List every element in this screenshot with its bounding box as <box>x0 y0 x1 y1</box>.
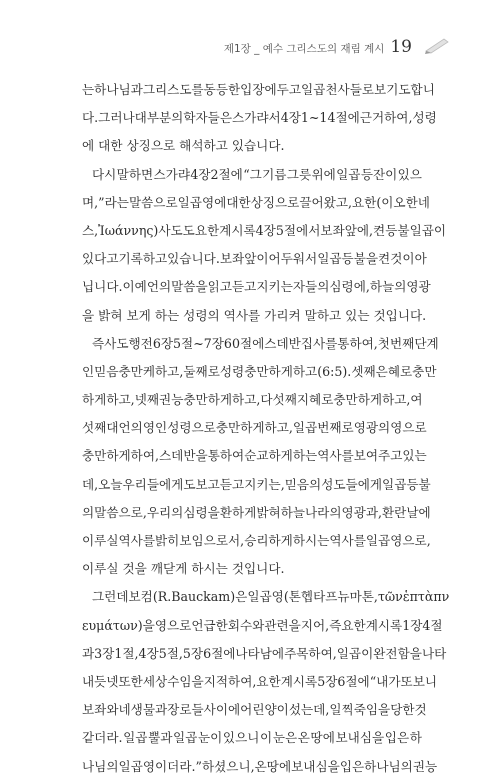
word: 일곱 <box>301 82 326 97</box>
word: 첫 <box>377 335 390 351</box>
word: 역사를 <box>317 448 354 464</box>
word: 믿음 <box>94 363 119 379</box>
word: 그리스도를 <box>142 82 204 97</box>
word: 번째로 <box>317 420 354 436</box>
word: 번째 <box>389 335 415 351</box>
text-line <box>82 330 439 358</box>
word: 충만하게 <box>183 392 233 408</box>
text-line <box>82 104 437 132</box>
word: πν <box>433 589 450 605</box>
text-line <box>82 217 447 245</box>
word: 기록하고 <box>118 251 168 267</box>
word: 켠 <box>378 251 391 267</box>
word: 하시는 <box>292 533 330 548</box>
word: 는 <box>82 82 95 97</box>
word: 6장5절~7장60절에 <box>152 335 265 351</box>
word: 지키는 <box>256 279 293 295</box>
word: 하고, <box>382 392 411 408</box>
word: 보여주고 <box>353 448 403 464</box>
pen-icon <box>424 36 450 54</box>
word: 이 <box>122 279 135 295</box>
word: 말씀을 <box>171 279 208 295</box>
word: 하고, <box>232 392 261 408</box>
word: 스가랴서 <box>232 110 281 126</box>
word: 아 <box>414 251 427 267</box>
word: 사이에 <box>203 702 241 718</box>
word: 성령으로 <box>167 420 216 436</box>
word: 보기도합니 <box>374 82 435 97</box>
word: 요한계시록 <box>341 617 403 633</box>
word: 일찍 <box>329 702 354 718</box>
word: 스데반을 <box>159 448 208 464</box>
word: 앞이 <box>244 251 269 267</box>
word: 충만하게 <box>333 392 383 408</box>
word: 일곱 <box>382 476 407 492</box>
word: 하늘의 <box>369 279 407 295</box>
word: 다섯째 <box>260 392 297 408</box>
word: 충만하게 <box>82 448 131 464</box>
word: 믿음의 <box>284 476 322 492</box>
word: 대언의 <box>106 420 143 436</box>
word: 어두워서 <box>268 251 318 267</box>
word: 듣고 <box>232 279 257 295</box>
word: 땅에 <box>266 758 292 774</box>
text-line <box>82 76 435 104</box>
word: 있으 <box>397 166 422 182</box>
word: 영이더라.” <box>142 758 202 774</box>
word: 인 <box>82 363 95 379</box>
page-header <box>224 36 450 56</box>
word: 하여, <box>130 448 160 464</box>
word: 하고, <box>106 392 135 408</box>
text-line <box>82 583 450 611</box>
word: 권능 <box>412 758 438 774</box>
word: 온 <box>297 730 310 746</box>
word: 같더라. <box>82 730 123 746</box>
word: 역사를 <box>118 533 155 548</box>
text-line <box>82 724 422 752</box>
word: 나타남에 <box>235 645 285 661</box>
word: 것이 <box>390 251 415 267</box>
word: 기름 <box>262 166 287 182</box>
word: 3장1절, <box>94 645 139 661</box>
page-number: 19 <box>390 37 412 57</box>
text-line <box>82 245 427 273</box>
word: 다. <box>82 110 99 126</box>
word: 지어, <box>300 617 330 633</box>
word: 4장5절에서 <box>255 222 321 238</box>
word: “내가 <box>369 673 401 689</box>
word: 하늘나라의 <box>280 504 342 520</box>
word: 섯째 <box>82 420 107 436</box>
word: 동등한 <box>203 82 241 97</box>
word: 보내심을 <box>291 758 340 774</box>
word: Bauckam)은 <box>171 589 248 605</box>
word: 스데반 <box>264 335 301 351</box>
word: 등잔이 <box>360 166 398 182</box>
word: 성령 <box>219 363 245 379</box>
word: 또한 <box>118 673 143 689</box>
word: 환란 <box>382 504 407 520</box>
word: 말씀으로, <box>94 504 147 520</box>
word: 통하여 <box>207 448 245 464</box>
word: 충만하게 <box>244 363 293 379</box>
word: 충만 <box>412 363 437 379</box>
word: 권능 <box>159 392 184 408</box>
word: 관련을 <box>264 617 301 633</box>
word: 하고, <box>155 363 184 379</box>
word: 대부분의 <box>134 110 184 126</box>
word: 하 <box>409 730 422 746</box>
word: 승리하게 <box>244 533 293 548</box>
word: 사도도 <box>158 222 195 238</box>
word: 우리들에게도 <box>122 476 196 492</box>
word: “그 <box>243 166 262 182</box>
word: 보좌 <box>320 222 345 238</box>
word: 충만하게 <box>215 420 265 436</box>
text-line <box>82 189 430 217</box>
text-line <box>82 499 431 527</box>
word: 근거하여, <box>359 110 413 126</box>
word: 4장1~14절에 <box>280 110 360 126</box>
word: 완전함을 <box>373 645 422 661</box>
word: 보좌와 <box>82 702 119 718</box>
text-line <box>82 612 443 640</box>
text-line: 에 대한 상징으로 해석하고 있습니다. <box>82 138 285 154</box>
word: 헵타 <box>300 589 326 605</box>
word: 은혜로 <box>375 363 413 379</box>
word: 요한계시록 <box>194 222 256 238</box>
word: 죽임을 <box>353 702 391 718</box>
word: 하는 <box>292 448 318 464</box>
word: 지키는, <box>244 476 285 492</box>
word: 일곱 <box>123 730 148 746</box>
word: 프뉴마톤, <box>325 589 378 605</box>
running-head: 제1장 _ 예수 그리스도의 재림 계시 <box>223 43 385 55</box>
word: 켠 <box>373 222 386 238</box>
word: 있으니 <box>222 730 260 746</box>
word: 위에 <box>311 166 336 182</box>
text-line <box>82 358 437 386</box>
word: 요한계시록 <box>256 673 318 689</box>
word: 주목하여, <box>284 645 337 661</box>
word: 일곱 <box>118 758 143 774</box>
word: 또 <box>400 673 413 689</box>
word: 당한 <box>390 702 415 718</box>
word: 일곱 <box>177 194 202 210</box>
word: 사도행전 <box>104 335 153 351</box>
word: 있습니다. <box>167 251 220 267</box>
text-line <box>82 668 438 696</box>
word: 온 <box>254 758 267 774</box>
word: 넷째 <box>134 392 160 408</box>
word: 상징으로 <box>250 194 300 210</box>
word: 것 <box>414 702 427 718</box>
word: 즉 <box>92 335 105 351</box>
word: 앞에, <box>344 222 374 238</box>
word: 등불을 <box>341 251 379 267</box>
word: 그러나 <box>98 110 135 126</box>
word: 심령에, <box>329 279 370 295</box>
word: 날에 <box>406 504 431 520</box>
body-text <box>82 76 450 781</box>
word: 수임을 <box>167 673 204 689</box>
word: 일곱 <box>173 730 198 746</box>
word: 영에 <box>201 194 227 210</box>
word: 대한 <box>226 194 251 210</box>
word: 넷 <box>106 673 119 689</box>
word: 의 <box>82 504 95 520</box>
word: 4장5절, <box>138 645 183 661</box>
word: 언급한 <box>191 617 228 633</box>
word: 우리의 <box>146 504 184 520</box>
word: 어린양이 <box>240 702 289 718</box>
text-line <box>82 414 427 442</box>
word: 심령을 <box>183 504 220 520</box>
word: 며,”라는 <box>82 194 129 210</box>
word: 영광의 <box>353 420 391 436</box>
text-line <box>82 753 438 781</box>
word: 일곱 <box>336 166 361 182</box>
word: 다시 <box>92 166 117 182</box>
word: 끌어 <box>299 194 324 210</box>
word: 하게 <box>82 392 107 408</box>
word: ἑπτὰ <box>402 589 434 605</box>
word: 예언의 <box>134 279 172 295</box>
word: 네 <box>118 702 131 718</box>
text-line: 이루실 것을 깨닫게 하시는 것입니다. <box>82 561 285 577</box>
word: 단계 <box>414 335 439 351</box>
word: 보내심을 <box>335 730 385 746</box>
text-line: 을 밝혀 보게 하는 성령의 역사를 가리켜 말하고 있는 것입니다. <box>82 307 427 323</box>
word: 일곱 <box>365 533 391 548</box>
word: 영(톤 <box>271 589 301 605</box>
word: 나타 <box>421 645 447 661</box>
word: 내듯 <box>82 673 107 689</box>
text-line <box>82 161 422 189</box>
word: 하고(6:5). <box>292 363 352 379</box>
word: 하나님의 <box>364 758 413 774</box>
text-line <box>82 442 427 470</box>
word: 땅에 <box>310 730 335 746</box>
word: 자들의 <box>292 279 330 295</box>
word: 있다고 <box>82 251 119 267</box>
word: 밝히 <box>155 533 180 548</box>
word: 요한(이오한네 <box>352 194 430 210</box>
word: τῶν <box>377 589 403 605</box>
word: 하셨으니, <box>201 758 255 774</box>
text-line <box>82 471 431 499</box>
word: 눈은 <box>272 730 298 746</box>
word: 보고 <box>195 476 220 492</box>
word: 셋째 <box>351 363 376 379</box>
word: 나님의 <box>82 758 119 774</box>
word: 영광 <box>406 279 431 295</box>
word: 영인 <box>142 420 168 436</box>
word: 학자들은 <box>183 110 233 126</box>
word: 천사들로 <box>325 82 375 97</box>
word: 그릇 <box>286 166 312 182</box>
word: 통하여, <box>337 335 378 351</box>
word: 스가랴 <box>153 166 190 182</box>
word: 둘째로 <box>183 363 220 379</box>
word: 지적하여, <box>203 673 257 689</box>
word: 눈이 <box>197 730 223 746</box>
word: 생물과 <box>130 702 168 718</box>
word: 영광과, <box>341 504 383 520</box>
word: 입은 <box>384 730 410 746</box>
word: 듣고 <box>219 476 245 492</box>
word: 이루실 <box>82 533 119 548</box>
word: 성령 <box>412 110 437 126</box>
word: 영으로 <box>154 617 192 633</box>
word: 장로들 <box>167 702 204 718</box>
word: 세상 <box>142 673 168 689</box>
word: 데, <box>82 476 99 492</box>
word: 역사를 <box>329 533 366 548</box>
word: 순교하게 <box>244 448 293 464</box>
word: 왔고, <box>323 194 353 210</box>
word: 회수와 <box>227 617 265 633</box>
word: ευμάτων)을 <box>82 617 155 633</box>
word: 하고, <box>264 420 293 436</box>
word: 집사를 <box>300 335 338 351</box>
word: 입은 <box>339 758 365 774</box>
word: Ἰωάννης) <box>98 222 159 238</box>
word: 성도들에게 <box>321 476 383 492</box>
text-line <box>82 527 431 555</box>
word: 닙니다. <box>82 279 123 295</box>
text-line <box>82 273 431 301</box>
word: 섰는데, <box>288 702 330 718</box>
word: 등불 <box>406 476 431 492</box>
text-line <box>82 696 427 724</box>
word: 보니 <box>412 673 438 689</box>
word: 뿔과 <box>148 730 173 746</box>
word: 입장에 <box>240 82 277 97</box>
word: 두고 <box>276 82 302 97</box>
word: 일곱 <box>292 420 318 436</box>
word: 읽고 <box>207 279 233 295</box>
word: 일곱이 <box>409 222 447 238</box>
word: 있는 <box>402 448 427 464</box>
text-line <box>82 386 422 414</box>
word: 영으로 <box>390 420 427 436</box>
word: 등불 <box>385 222 410 238</box>
word: 보컴(R. <box>128 589 172 605</box>
word: 일곱 <box>247 589 272 605</box>
word: 말씀으로 <box>128 194 178 210</box>
word: 말하면 <box>116 166 154 182</box>
word: 과 <box>82 645 95 661</box>
word: 일곱 <box>317 251 342 267</box>
word: 환하게 <box>219 504 257 520</box>
word: 영으로, <box>390 533 431 548</box>
word: 밝혀 <box>256 504 281 520</box>
word: 즉 <box>329 617 342 633</box>
word: 충만케 <box>118 363 156 379</box>
word: 5장6절에 <box>182 645 236 661</box>
word: 지혜로 <box>296 392 334 408</box>
word: 5장6절에 <box>317 673 370 689</box>
word: 이 <box>260 730 273 746</box>
word: 일곱이 <box>336 645 374 661</box>
word: 보좌 <box>219 251 245 267</box>
word: 1장4절 <box>402 617 443 633</box>
word: 보임으로서, <box>179 533 245 548</box>
word: 4장2절에 <box>190 166 243 182</box>
word: 스, <box>82 222 99 238</box>
word: 오늘 <box>98 476 123 492</box>
word: 그런데 <box>92 589 129 605</box>
text-line <box>82 640 447 668</box>
word: 여 <box>410 392 423 408</box>
word: 하나님과 <box>94 82 143 97</box>
